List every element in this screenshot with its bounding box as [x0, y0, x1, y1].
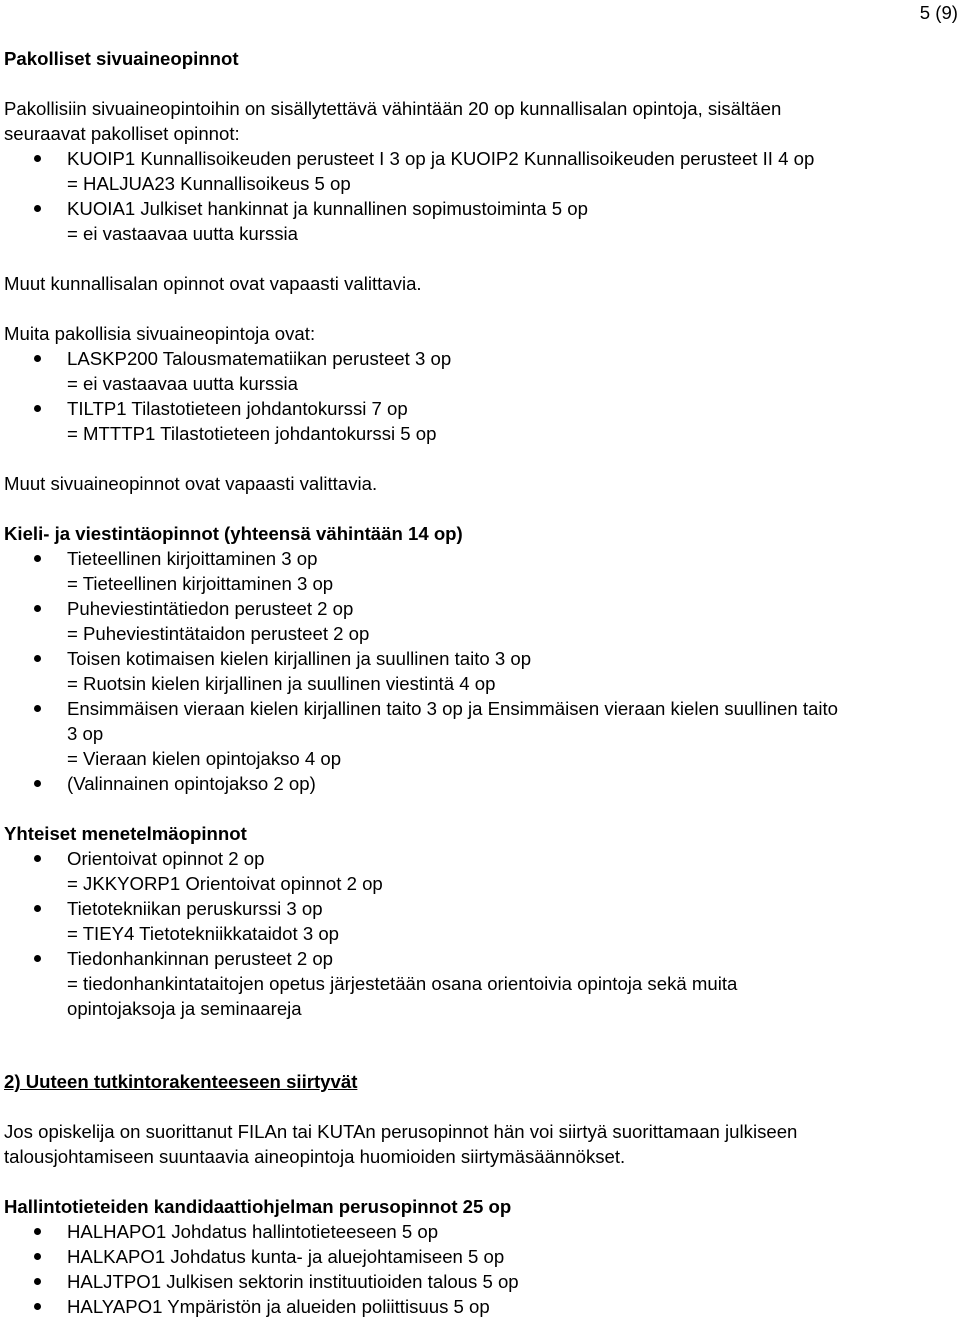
course-list [4, 1219, 956, 1319]
intro-text: seuraavat pakolliset opinnot: [4, 123, 240, 144]
section-heading-transition: 2) Uuteen tutkintorakenteeseen siirtyvät [4, 1071, 358, 1092]
section-heading-methods-studies: Yhteiset menetelmäopinnot [4, 823, 247, 844]
section-heading-mandatory-minor: Pakolliset sivuaineopinnot [4, 48, 239, 69]
course-equivalent: = MTTTP1 Tilastotieteen johdantokurssi 5 op [67, 423, 437, 444]
list-item [4, 346, 956, 396]
page-number: 5 (9) [919, 2, 958, 23]
course-name: Orientoivat opinnot 2 op [67, 848, 265, 869]
course-name: Ensimmäisen vieraan kielen kirjallinen taito 3 op ja Ensimmäisen vieraan kielen suullinen taito [67, 698, 839, 719]
list-item [4, 146, 956, 196]
course-name: TILTP1 Tilastotieteen johdantokurssi 7 op [67, 398, 408, 419]
list-item [4, 546, 956, 596]
section-heading-basic-studies: Hallintotieteiden kandidaattiohjelman perusopinnot 25 op [4, 1196, 512, 1217]
course-name: KUOIA1 Julkiset hankinnat ja kunnallinen sopimustoiminta 5 op [67, 198, 588, 219]
course-name: Puheviestintätiedon perusteet 2 op [67, 598, 354, 619]
list-item [4, 596, 956, 646]
course-equivalent: = ei vastaavaa uutta kurssia [67, 223, 299, 244]
course-equivalent: = Puheviestintätaidon perusteet 2 op [67, 623, 370, 644]
course-list [4, 346, 956, 446]
course-equivalent: = JKKYORP1 Orientoivat opinnot 2 op [67, 873, 383, 894]
list-item [4, 646, 956, 696]
paragraph-text: talousjohtamiseen suuntaavia aineopintoja huomioiden siirtymäsäännökset. [4, 1146, 626, 1167]
course-name-continued: 3 op [67, 723, 104, 744]
section-heading-language-studies: Kieli- ja viestintäopinnot (yhteensä vähintään 14 op) [4, 523, 463, 544]
course-equivalent: = HALJUA23 Kunnallisoikeus 5 op [67, 173, 351, 194]
list-item: HALJTPO1 Julkisen sektorin instituutioiden talous 5 op [4, 1269, 956, 1294]
list-item: HALKAPO1 Johdatus kunta- ja aluejohtamiseen 5 op [4, 1244, 956, 1269]
list-item [4, 946, 956, 1021]
course-equivalent-continued: opintojaksoja ja seminaareja [67, 998, 302, 1019]
course-name: Tietotekniikan peruskurssi 3 op [67, 898, 323, 919]
list-item [4, 771, 956, 796]
note-text: Muut kunnallisalan opinnot ovat vapaasti valittavia. [4, 273, 422, 294]
course-name: LASKP200 Talousmatematiikan perusteet 3 op [67, 348, 452, 369]
intro-text: Muita pakollisia sivuaineopintoja ovat: [4, 323, 316, 344]
course-equivalent: = Ruotsin kielen kirjallinen ja suullinen viestintä 4 op [67, 673, 496, 694]
list-item: HALYAPO1 Ympäristön ja alueiden poliittisuus 5 op [4, 1294, 956, 1319]
course-name: Toisen kotimaisen kielen kirjallinen ja suullinen taito 3 op [67, 648, 532, 669]
list-item [4, 696, 956, 771]
course-equivalent: = TIEY4 Tietotekniikkataidot 3 op [67, 923, 340, 944]
course-name: Tiedonhankinnan perusteet 2 op [67, 948, 334, 969]
intro-text: Pakollisiin sivuaineopintoihin on sisällytettävä vähintään 20 op kunnallisalan opintoja, sisältäen [4, 98, 782, 119]
list-item [4, 896, 956, 946]
paragraph-text: Jos opiskelija on suorittanut FILAn tai KUTAn perusopinnot hän voi siirtyä suorittamaan julkiseen [4, 1121, 798, 1142]
course-equivalent: = ei vastaavaa uutta kurssia [67, 373, 299, 394]
course-name: Tieteellinen kirjoittaminen 3 op [67, 548, 318, 569]
list-item [4, 196, 956, 246]
course-list [4, 546, 956, 796]
course-equivalent: = Vieraan kielen opintojakso 4 op [67, 748, 342, 769]
document-body [4, 46, 956, 1319]
list-item [4, 396, 956, 446]
list-item [4, 846, 956, 896]
note-text: Muut sivuaineopinnot ovat vapaasti valittavia. [4, 473, 378, 494]
course-name: (Valinnainen opintojakso 2 op) [67, 773, 316, 794]
course-list [4, 846, 956, 1021]
course-equivalent: = tiedonhankintataitojen opetus järjestetään osana orientoivia opintoja sekä muita [67, 973, 738, 994]
course-list [4, 146, 956, 246]
list-item: HALHAPO1 Johdatus hallintotieteeseen 5 op [4, 1219, 956, 1244]
course-equivalent: = Tieteellinen kirjoittaminen 3 op [67, 573, 334, 594]
course-name: KUOIP1 Kunnallisoikeuden perusteet I 3 op ja KUOIP2 Kunnallisoikeuden perusteet II 4 op [67, 148, 815, 169]
